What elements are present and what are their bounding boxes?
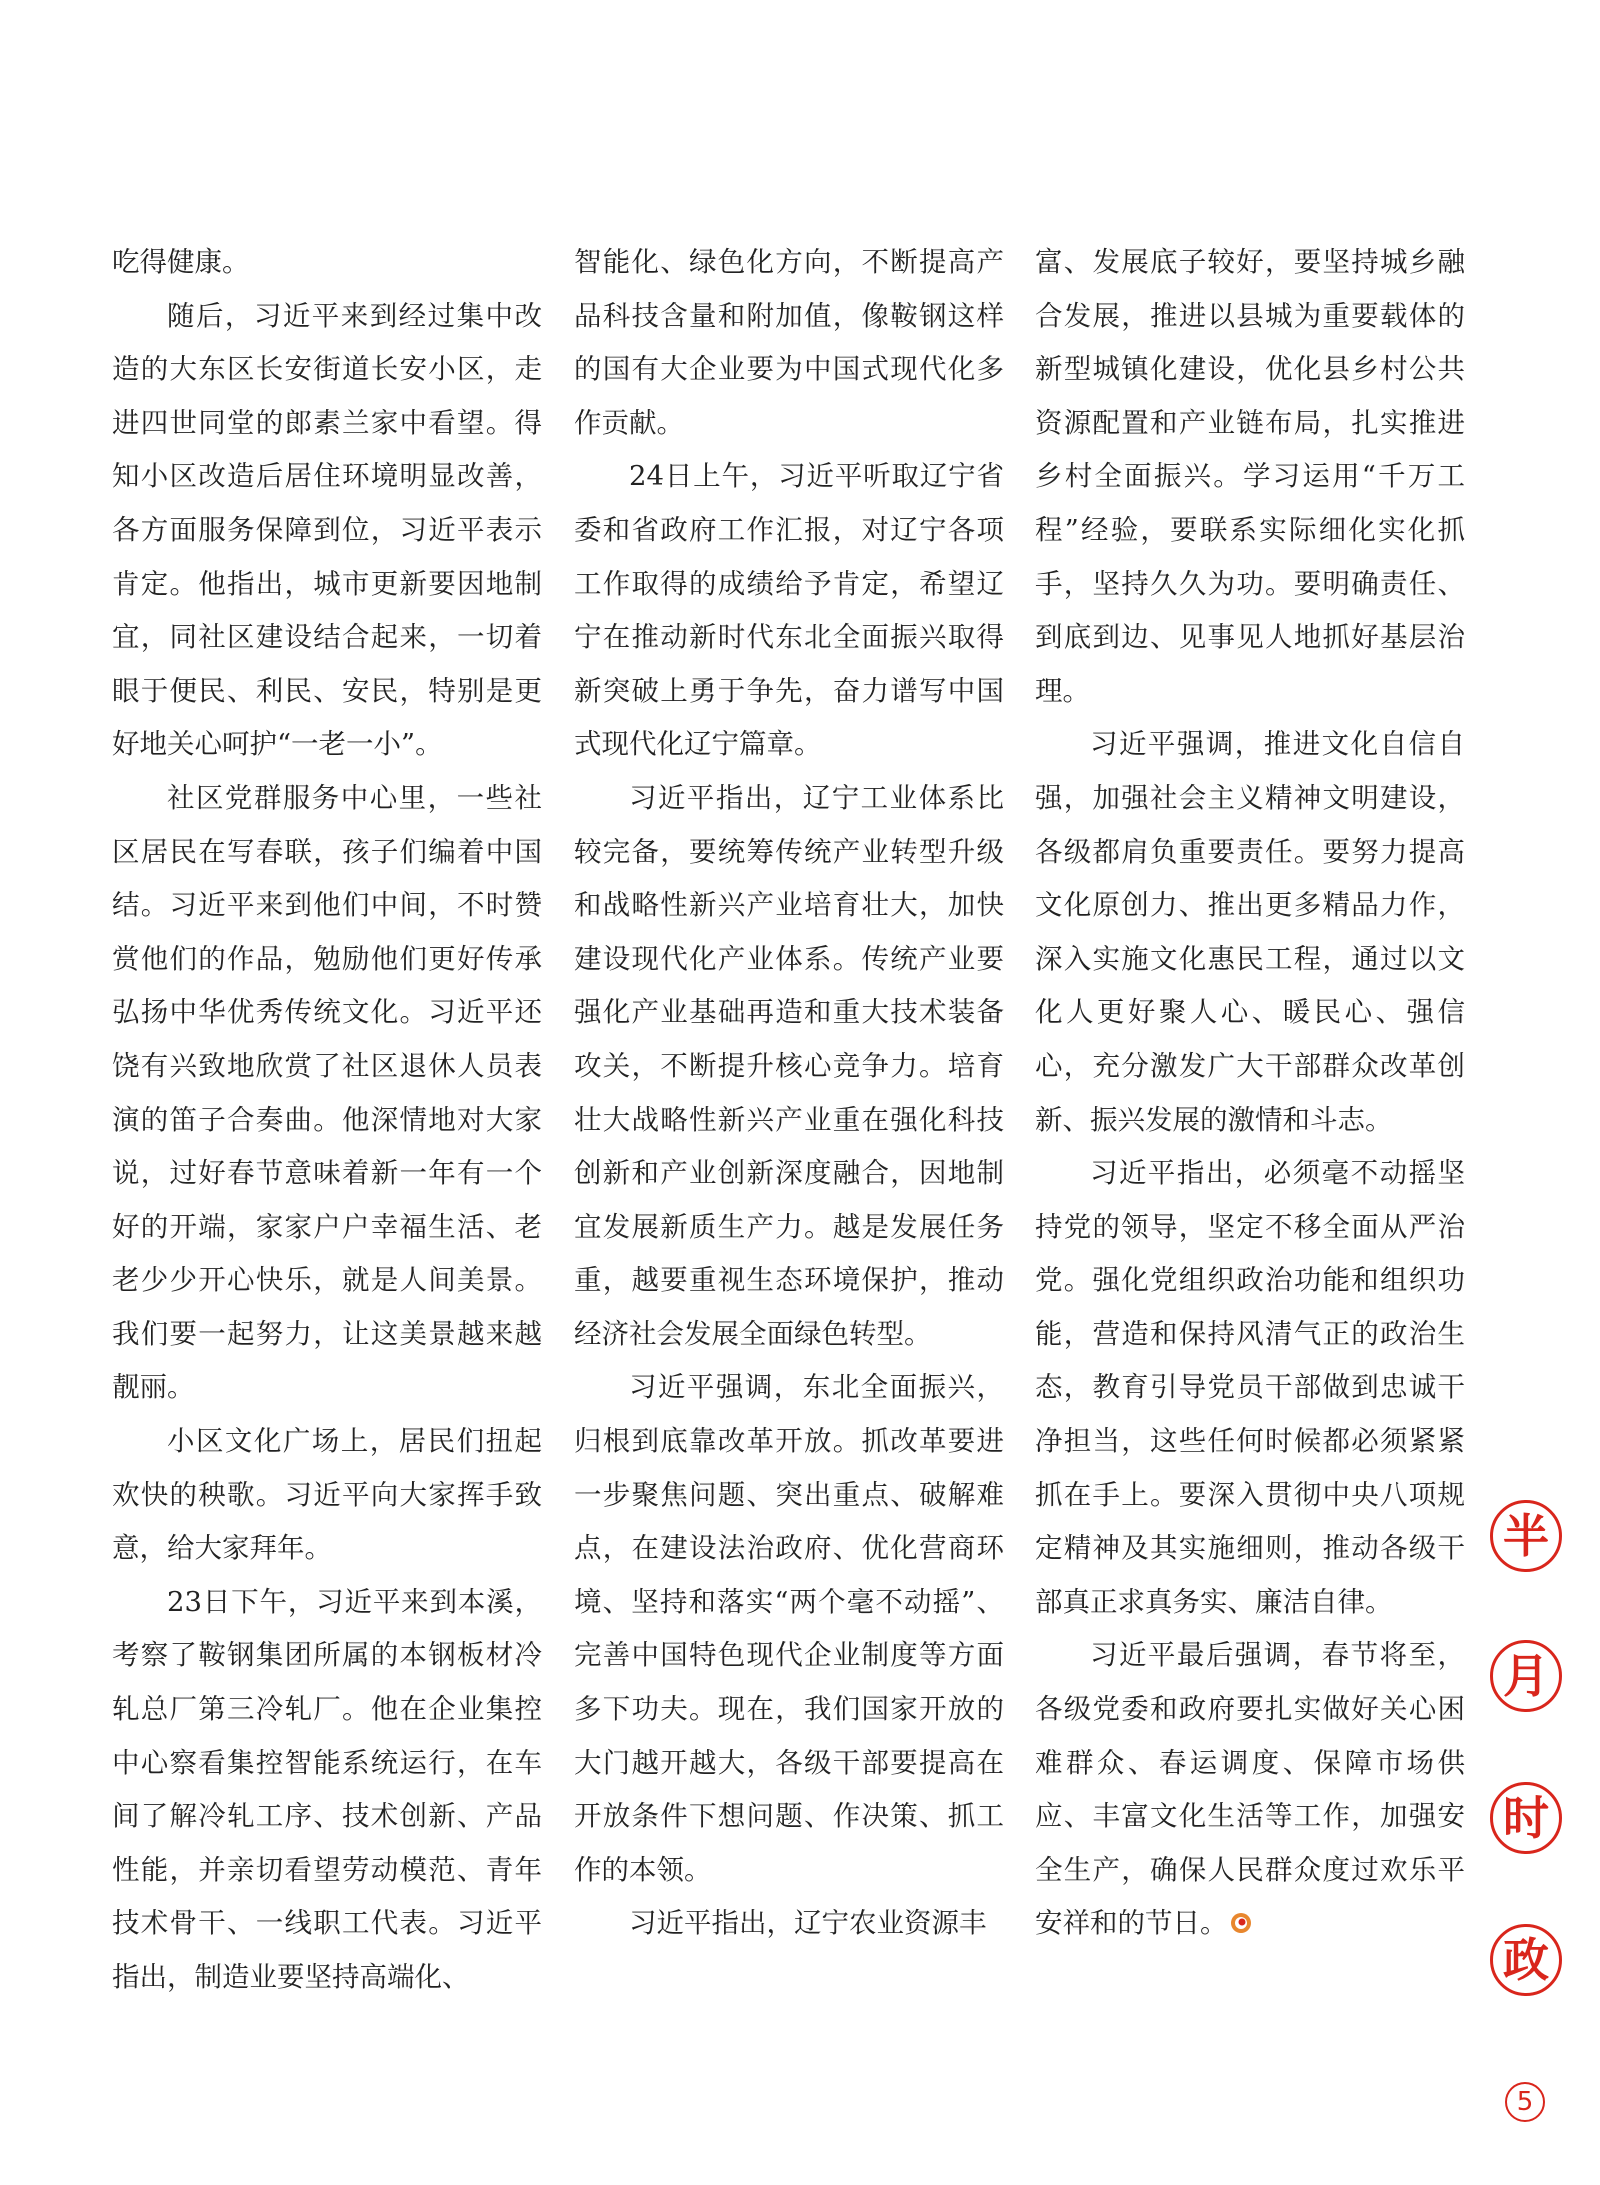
paragraph: 习近平强调，推进文化自信自强，加强社会主义精神文明建设，各级都肩负重要责任。要努力提高文化原创力、推出更多精品力作，深入实施文化惠民工程，通过以文化人更好聚人心、暖民心、强信心，充分激发广大干部群众改革创新、振兴发展的激情和斗志。 xyxy=(1035,728,1465,1136)
paragraph-text: 习近平最后强调，春节将至，各级党委和政府要扎实做好关心困难群众、春运调度、保障市场供应、丰富文化生活等工作，加强安全生产，确保人民群众度过欢乐平安祥和的节日。 xyxy=(1035,1639,1465,1940)
section-char-badge: 政 xyxy=(1490,1924,1562,1996)
paragraph: 习近平强调，东北全面振兴，归根到底靠改革开放。抓改革要进一步聚焦问题、突出重点、破解难点，在建设法治政府、优化营商环境、坚持和落实“两个毫不动摇”、完善中国特色现代企业制度等方面多下功夫。现在，我们国家开放的大门越开越大，各级干部要提高在开放条件下想问题、作决策、抓工作的本领。 xyxy=(574,1371,1004,1886)
section-char-badge: 时 xyxy=(1490,1782,1562,1854)
paragraph-last xyxy=(1035,1629,1465,1951)
end-mark-icon xyxy=(1230,1912,1252,1934)
paragraph: 富、发展底子较好，要坚持城乡融合发展，推进以县城为重要载体的新型城镇化建设，优化县乡村公共资源配置和产业链布局，扎实推进乡村全面振兴。学习运用“千万工程”经验，要联系实际细化实化抓手，坚持久久为功。要明确责任、到底到边、见事见人地抓好基层治理。 xyxy=(1035,246,1465,707)
paragraph: 社区党群服务中心里，一些社区居民在写春联，孩子们编着中国结。习近平来到他们中间，不时赞赏他们的作品，勉励他们更好传承弘扬中华优秀传统文化。习近平还饶有兴致地欣赏了社区退休人员表演的笛子合奏曲。他深情地对大家说，过好春节意味着新一年有一个好的开端，家家户户幸福生活、老老少少开心快乐，就是人间美景。我们要一起努力，让这美景越来越靓丽。 xyxy=(112,781,542,1404)
paragraph: 小区文化广场上，居民们扭起欢快的秧歌。习近平向大家挥手致意，给大家拜年。 xyxy=(112,1425,542,1565)
paragraph: 习近平指出，辽宁工业体系比较完备，要统筹传统产业转型升级和战略性新兴产业培育壮大，加快建设现代化产业体系。传统产业要强化产业基础再造和重大技术装备攻关，不断提升核心竞争力。培育壮大战略性新兴产业重在强化科技创新和产业创新深度融合，因地制宜发展新质生产力。越是发展任务重，越要重视生态环境保护，推动经济社会发展全面绿色转型。 xyxy=(574,781,1004,1350)
paragraph: 习近平指出，辽宁农业资源丰 xyxy=(629,1907,987,1940)
page-number: 5 xyxy=(1505,2082,1545,2122)
paragraph: 吃得健康。 xyxy=(112,246,250,278)
paragraph: 智能化、绿色化方向，不断提高产品科技含量和附加值，像鞍钢这样的国有大企业要为中国式现代化多作贡献。 xyxy=(574,246,1004,439)
article-column-1 xyxy=(112,236,542,2005)
section-char-badge: 半 xyxy=(1490,1500,1562,1572)
paragraph: 23日下午，习近平来到本溪，考察了鞍钢集团所属的本钢板材冷轧总厂第三冷轧厂。他在企业集控中心察看集控智能系统运行，在车间了解冷轧工序、技术创新、产品性能，并亲切看望劳动模范、青年技术骨干、一线职工代表。习近平指出，制造业要坚持高端化、 xyxy=(112,1585,542,1993)
article-column-3 xyxy=(1035,236,1465,1951)
paragraph: 随后，习近平来到经过集中改造的大东区长安街道长安小区，走进四世同堂的郎素兰家中看望。得知小区改造后居住环境明显改善，各方面服务保障到位，习近平表示肯定。他指出，城市更新要因地制宜，同社区建设结合起来，一切着眼于便民、利民、安民，特别是更好地关心呵护“一老一小”。 xyxy=(112,299,542,761)
section-char-badge: 月 xyxy=(1490,1640,1562,1712)
paragraph: 习近平指出，必须毫不动摇坚持党的领导，坚定不移全面从严治党。强化党组织政治功能和组织功能，营造和保持风清气正的政治生态，教育引导党员干部做到忠诚干净担当，这些任何时候都必须紧紧抓在手上。要深入贯彻中央八项规定精神及其实施细则，推动各级干部真正求真务实、廉洁自律。 xyxy=(1035,1157,1465,1618)
article-column-2 xyxy=(574,236,1004,1951)
paragraph: 24日上午，习近平听取辽宁省委和省政府工作汇报，对辽宁各项工作取得的成绩给予肯定，希望辽宁在推动新时代东北全面振兴取得新突破上勇于争先，奋力谱写中国式现代化辽宁篇章。 xyxy=(574,460,1004,761)
